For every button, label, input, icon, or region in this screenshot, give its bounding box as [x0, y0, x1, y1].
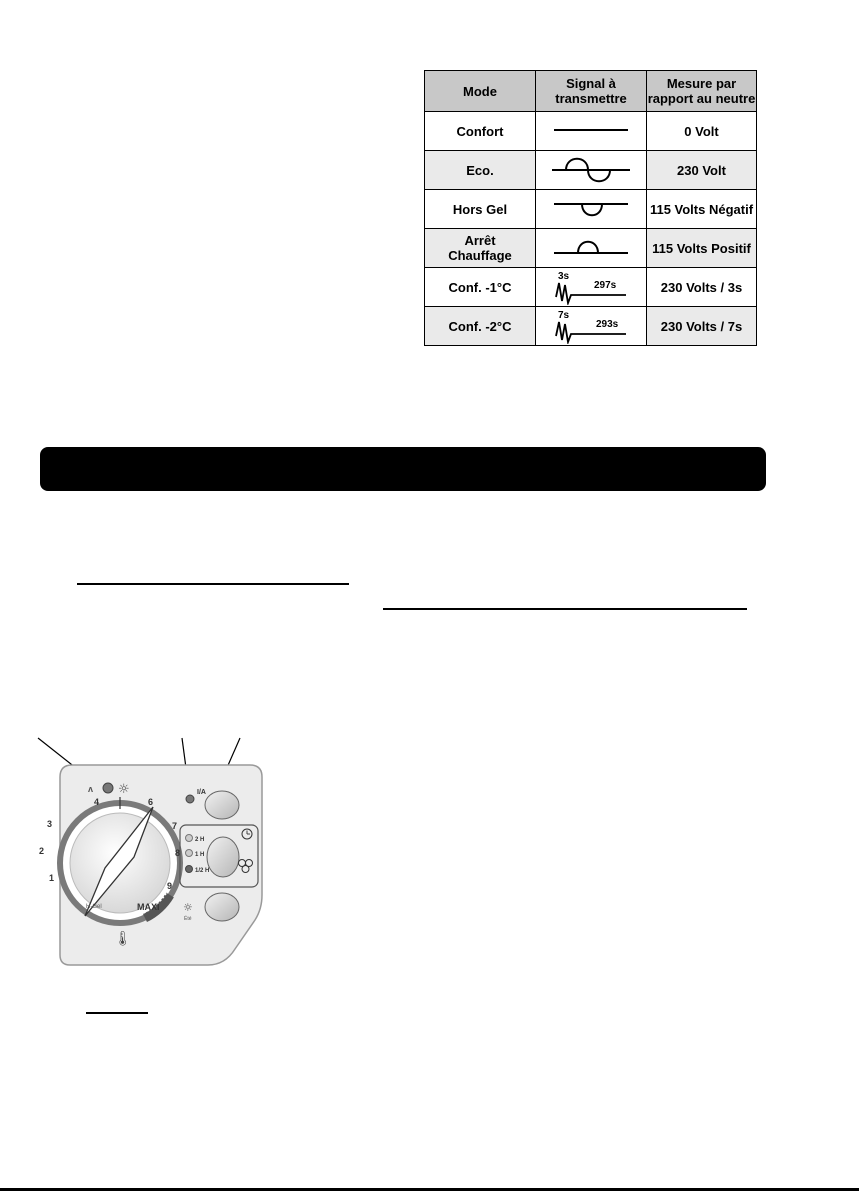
timer-label: 2 H: [195, 837, 205, 843]
mode-cell: [425, 268, 536, 307]
ete-sun-icon: ☼: [183, 901, 193, 914]
table-row: [425, 112, 757, 151]
mode-label: Eco.: [466, 162, 494, 178]
measure-cell: 230 Volts / 7s: [647, 307, 757, 346]
signal-cell: [536, 307, 647, 346]
mode-cell: [425, 190, 536, 229]
mode-label: Conf. -2°C: [448, 318, 512, 334]
pulse-icon: [546, 269, 636, 305]
header-signal-line2: transmettre: [555, 91, 627, 106]
pulse-off-label: 297s: [594, 280, 617, 291]
table-header-row: [425, 71, 757, 112]
ete-button[interactable]: [205, 893, 239, 921]
dial-number: 2: [39, 846, 45, 856]
table-row: [425, 307, 757, 346]
positive-half-wave-icon: [546, 233, 636, 263]
mode-label: Conf. -1°C: [448, 279, 512, 295]
flat-line-icon: [546, 116, 636, 146]
header-signal: [536, 71, 647, 112]
header-measure-line2: rapport au neutre: [647, 91, 756, 106]
mode-label-line2: Chauffage: [448, 248, 512, 263]
sun-icon: ☼: [118, 782, 130, 797]
power-label: I/A: [197, 789, 206, 796]
dial-number: 3: [47, 819, 53, 829]
dial-number: 9: [167, 881, 173, 891]
signal-cell: [536, 112, 647, 151]
mode-label: Hors Gel: [452, 201, 508, 217]
signal-cell: [536, 229, 647, 268]
mode-cell: [425, 151, 536, 190]
table-row: [425, 151, 757, 190]
dial-high-label: MAXI: [137, 902, 160, 912]
heading-rule-note: [86, 1012, 148, 1014]
measure-cell: 230 Volts / 3s: [647, 268, 757, 307]
dial-number: 6: [148, 797, 154, 807]
timer-label: 1/2 H: [195, 868, 210, 874]
heading-rule-left: [77, 583, 349, 585]
signal-table: [424, 70, 757, 346]
power-led: [186, 795, 194, 803]
full-sine-icon: [546, 153, 636, 187]
power-button[interactable]: [205, 791, 239, 819]
header-signal-line1: Signal à: [566, 76, 616, 91]
dial-number: 7: [172, 821, 178, 831]
header-mode: Mode: [425, 71, 536, 112]
dial-number: 1: [49, 873, 55, 883]
mode-cell: [425, 112, 536, 151]
header-measure-line1: Mesure par: [666, 76, 737, 91]
measure-cell: 115 Volts Positif: [647, 229, 757, 268]
signal-cell: [536, 151, 647, 190]
dial-low-label: H-Gel: [86, 904, 102, 910]
pulse-off-label: 293s: [596, 319, 619, 330]
thermometer-icon: 🌡: [114, 931, 132, 947]
signal-cell: [536, 190, 647, 229]
signal-cell: [536, 268, 647, 307]
table-row: [425, 229, 757, 268]
dial-number: 4: [94, 797, 100, 807]
pulse-icon: [546, 308, 636, 344]
pulse-on-label: 7s: [558, 310, 570, 321]
dial-number: 8: [175, 848, 181, 858]
mode-label: Arrêt: [464, 233, 496, 248]
table-row: [425, 190, 757, 229]
timer-label: 1 H: [195, 852, 205, 858]
measure-cell: 0 Volt: [647, 112, 757, 151]
pulse-on-label: 3s: [558, 271, 570, 282]
mode-cell: [425, 229, 536, 268]
ete-label: Été: [184, 916, 192, 922]
mode-led: [103, 783, 113, 793]
thermostat-illustration: [30, 735, 280, 975]
mode-cell: [425, 307, 536, 346]
timer-button[interactable]: [207, 837, 239, 877]
negative-half-wave-icon: [546, 194, 636, 224]
header-measure: [647, 71, 757, 112]
svg-text:ᴧ: ᴧ: [88, 784, 94, 794]
mode-label: Confort: [456, 123, 504, 139]
table-row: [425, 268, 757, 307]
measure-cell: 115 Volts Négatif: [647, 190, 757, 229]
heading-rule-right: [383, 608, 747, 610]
measure-cell: 230 Volt: [647, 151, 757, 190]
section-banner: [40, 447, 766, 491]
